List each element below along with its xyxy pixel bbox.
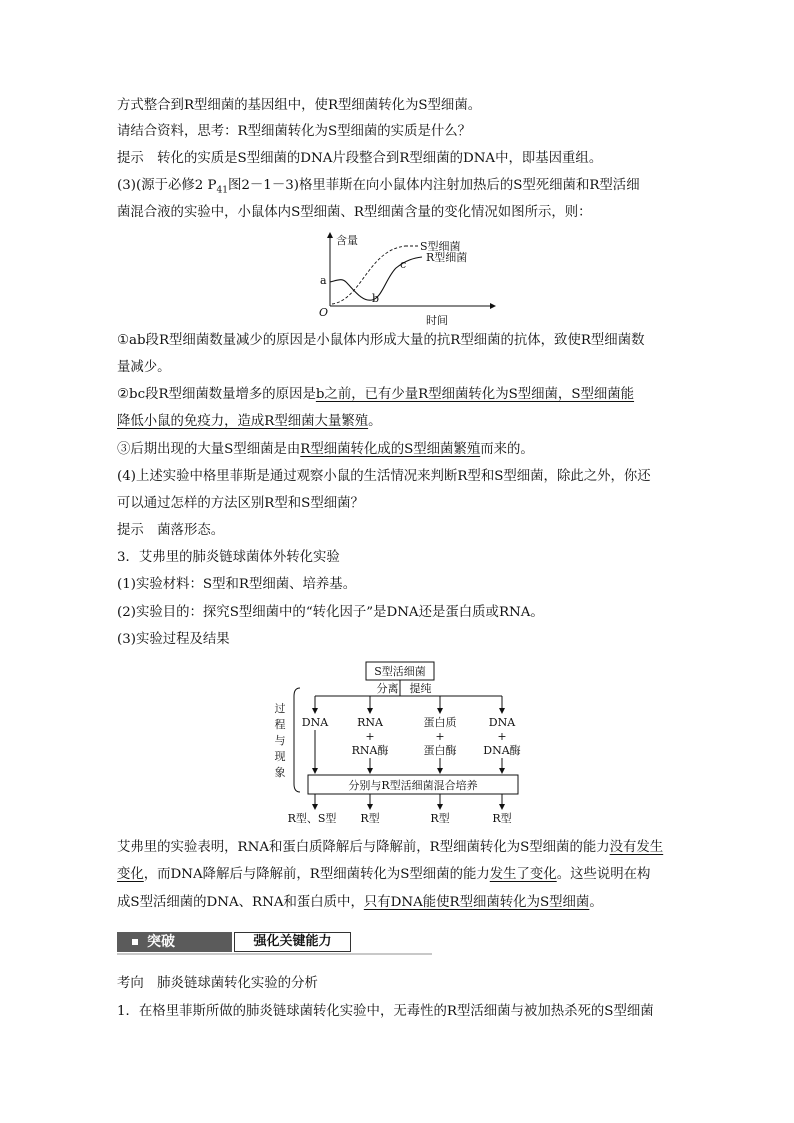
- subscript: 41: [216, 185, 228, 196]
- side-label: 过: [274, 702, 286, 715]
- text-line: [117, 838, 682, 858]
- col-rnase: RNA酶: [351, 744, 389, 757]
- text: 。这些说明在构: [556, 867, 651, 882]
- x-axis-arrow: [490, 303, 496, 309]
- y-axis-label: 含量: [336, 234, 358, 247]
- col-rna: RNA: [357, 716, 383, 729]
- text-line: [117, 358, 682, 378]
- banner-title: [234, 932, 351, 952]
- text-line: [117, 122, 682, 142]
- branch-arrows: [312, 696, 505, 714]
- text: 提示 菌落形态。: [117, 523, 225, 538]
- section-heading: [117, 548, 682, 568]
- text: 量减少。: [117, 360, 171, 375]
- text: ①ab段R型细菌数量减少的原因是小鼠体内形成大量的抗R型细菌的抗体，致使R型细菌数: [117, 333, 645, 348]
- result-arrows: [312, 794, 505, 810]
- text: (1)实验材料：S型和R型细菌、培养基。: [117, 577, 357, 592]
- r-type-legend: R型细菌: [426, 251, 468, 264]
- text: 艾弗里的实验表明，RNA和蛋白质降解后与降解前，R型细菌转化为S型细菌的能力: [117, 840, 610, 855]
- text-line: [117, 149, 682, 169]
- text: (3)实验过程及结果: [117, 632, 230, 647]
- answer-text: R型细菌转化成的S型细菌繁殖: [300, 442, 481, 457]
- text-line: [117, 893, 682, 913]
- side-label: 现: [274, 750, 286, 763]
- point-b-label: b: [372, 292, 380, 305]
- text-line: [117, 865, 682, 885]
- answer-text: 降低小鼠的免疫力，造成R型细菌大量繁殖: [117, 414, 369, 429]
- text-line: [117, 203, 682, 223]
- text: 菌混合液的实验中，小鼠体内S型细菌、R型细菌含量的变化情况如图所示，则：: [117, 205, 592, 220]
- text: (4)上述实验中格里菲斯是通过观察小鼠的生活情况来判断R型和S型细菌，除此之外，你还: [117, 469, 651, 484]
- s-type-curve: [332, 246, 405, 304]
- point-c-label: c: [400, 258, 407, 271]
- s-type-legend: S型细菌: [420, 240, 461, 253]
- text-line: [117, 494, 682, 514]
- text: 请结合资料，思考：R型细菌转化为S型细菌的实质是什么？: [117, 124, 472, 139]
- col-protein: 蛋白质: [423, 716, 457, 729]
- text: 1．在格里菲斯所做的肺炎链球菌转化实验中，无毒性的R型活细菌与被加热杀死的S型细菌: [117, 1004, 654, 1019]
- text-line: [117, 96, 682, 116]
- col-dnase: DNA酶: [483, 744, 521, 757]
- text: 成S型活细菌的DNA、RNA和蛋白质中，: [117, 895, 364, 910]
- section-banner: [117, 929, 432, 955]
- banner-tag: [117, 932, 232, 952]
- text-line: [117, 521, 682, 541]
- text: 考向 肺炎链球菌转化实验的分析: [117, 976, 318, 991]
- s-type-box-label: S型活细菌: [374, 665, 426, 678]
- square-icon: [132, 939, 138, 945]
- y-axis-arrow: [327, 232, 333, 238]
- x-axis-label: 时间: [426, 314, 448, 325]
- answer-text: 变化: [117, 867, 144, 882]
- plus-sign: +: [435, 730, 445, 743]
- text-line: [117, 176, 682, 201]
- text: 提示 转化的实质是S型细菌的DNA片段整合到R型细菌的DNA中，即基因重组。: [117, 151, 603, 166]
- text: 可以通过怎样的方法区别R型和S型细菌？: [117, 496, 364, 511]
- side-brace: [294, 688, 300, 792]
- text-line: [117, 440, 682, 460]
- text: ③后期出现的大量S型细菌是由: [117, 442, 301, 457]
- text-line: [117, 331, 682, 351]
- point-a-label: a: [320, 274, 327, 287]
- text: (2)实验目的：探究S型细菌中的“转化因子”是DNA还是蛋白质或RNA。: [117, 605, 544, 620]
- origin-label: O: [319, 306, 329, 319]
- col-dna: DNA: [301, 716, 329, 729]
- banner-rule: [117, 953, 432, 955]
- result-4: R型: [492, 812, 512, 825]
- text-line: [117, 575, 682, 595]
- text-line: [117, 412, 682, 432]
- text-line: [117, 1002, 682, 1022]
- col-dna2: DNA: [488, 716, 516, 729]
- col-protease: 蛋白酶: [423, 744, 457, 757]
- separate-purify-label: 分离 提纯: [376, 682, 432, 695]
- mix-arrows: [312, 730, 505, 774]
- avery-experiment-diagram: [270, 660, 530, 830]
- side-label: 与: [274, 734, 286, 747]
- answer-text: 没有发生: [609, 840, 664, 855]
- plus-sign: +: [497, 730, 507, 743]
- result-3: R型: [430, 812, 450, 825]
- banner-title-label: 强化关键能力: [253, 934, 332, 949]
- banner-tag-label: 突破: [147, 934, 175, 950]
- side-label: 象: [274, 766, 286, 779]
- text: 。: [589, 895, 603, 910]
- answer-text: 发生了变化: [489, 867, 557, 882]
- text-line: [117, 630, 682, 650]
- result-2: R型: [360, 812, 380, 825]
- text-line: [117, 974, 682, 994]
- text: 图2－1－3)格里菲斯在向小鼠体内注射加热后的S型死细菌和R型活细: [228, 178, 640, 193]
- text: ，而DNA降解后与降解前，R型细菌转化为S型细菌的能力: [143, 867, 490, 882]
- bacteria-growth-graph: [310, 230, 500, 325]
- answer-text: b之前，已有少量R型细菌转化为S型细菌，S型细菌能: [315, 387, 635, 402]
- text: 。: [368, 414, 382, 429]
- text: 方式整合到R型细菌的基因组中，使R型细菌转化为S型细菌。: [117, 98, 482, 113]
- plus-sign: +: [365, 730, 375, 743]
- text-line: [117, 385, 682, 405]
- side-label: 程: [274, 718, 286, 731]
- answer-text: 只有DNA能使R型细菌转化为S型细菌: [363, 895, 590, 910]
- text-line: [117, 603, 682, 623]
- text-line: [117, 467, 682, 487]
- text: ②bc段R型细菌数量增多的原因是: [117, 387, 316, 402]
- text: 3．艾弗里的肺炎链球菌体外转化实验: [117, 550, 340, 565]
- mix-culture-label: 分别与R型活细菌混合培养: [348, 779, 478, 792]
- text: (3)(源于必修2 P: [117, 178, 217, 193]
- text: 而来的。: [480, 442, 534, 457]
- result-1: R型、S型: [287, 812, 337, 825]
